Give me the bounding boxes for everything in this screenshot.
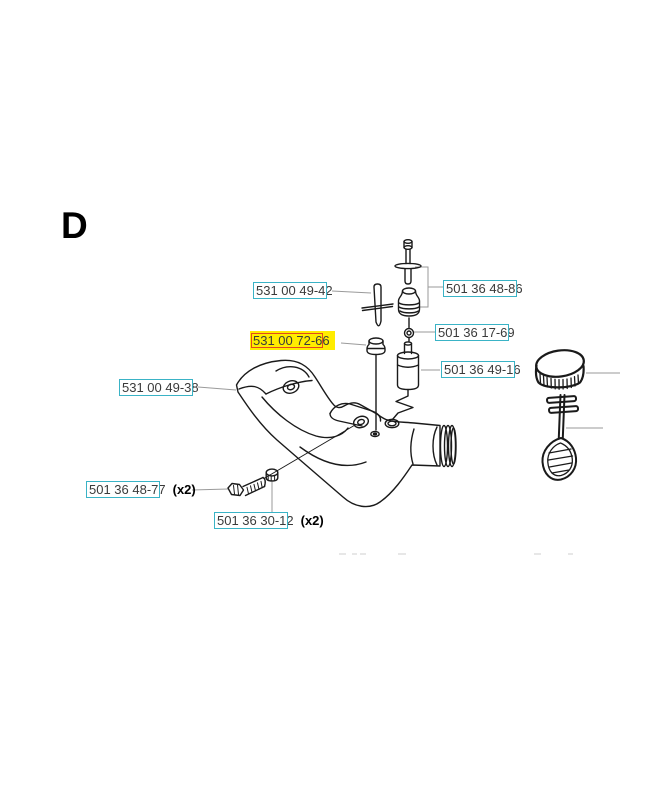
part-label-531-00-72-66-highlighted[interactable] bbox=[250, 331, 335, 350]
part-number: 531 00 49-42 bbox=[256, 283, 333, 298]
part-number: 531 00 49-38 bbox=[122, 380, 199, 395]
rubber-bushing bbox=[399, 288, 420, 328]
part-label-501-36-48-77[interactable] bbox=[86, 481, 196, 498]
cap-retainer bbox=[542, 395, 578, 480]
part-number: 531 00 72-66 bbox=[253, 333, 330, 348]
part-qty: (x2) bbox=[300, 513, 324, 528]
part-number: 501 36 17-69 bbox=[438, 325, 515, 340]
washer bbox=[405, 329, 414, 342]
fuel-cap bbox=[534, 347, 585, 389]
part-number: 501 36 49-16 bbox=[444, 362, 521, 377]
fuel-pipe-rod bbox=[362, 284, 393, 326]
section-letter: D bbox=[61, 205, 88, 246]
part-label-531-00-49-38[interactable] bbox=[119, 379, 202, 396]
tank-neck bbox=[433, 426, 456, 467]
part-number: 501 36 48-77 bbox=[89, 482, 166, 497]
mount-bolt-lower bbox=[228, 478, 265, 496]
part-label-501-36-49-16[interactable] bbox=[441, 361, 524, 378]
grommet bbox=[367, 338, 385, 430]
part-label-531-00-49-42[interactable] bbox=[253, 282, 336, 299]
fuel-tank-body bbox=[237, 360, 441, 506]
part-label-501-36-17-69[interactable] bbox=[435, 324, 518, 341]
part-number: 501 36 30-12 bbox=[217, 513, 294, 528]
part-label-501-36-48-86[interactable] bbox=[443, 280, 526, 297]
mount-bolt-top bbox=[395, 240, 421, 284]
part-number: 501 36 48-86 bbox=[446, 281, 523, 296]
fuel-filter bbox=[393, 342, 419, 420]
part-qty: (x2) bbox=[172, 482, 196, 497]
part-label-501-36-30-12[interactable] bbox=[214, 512, 324, 529]
